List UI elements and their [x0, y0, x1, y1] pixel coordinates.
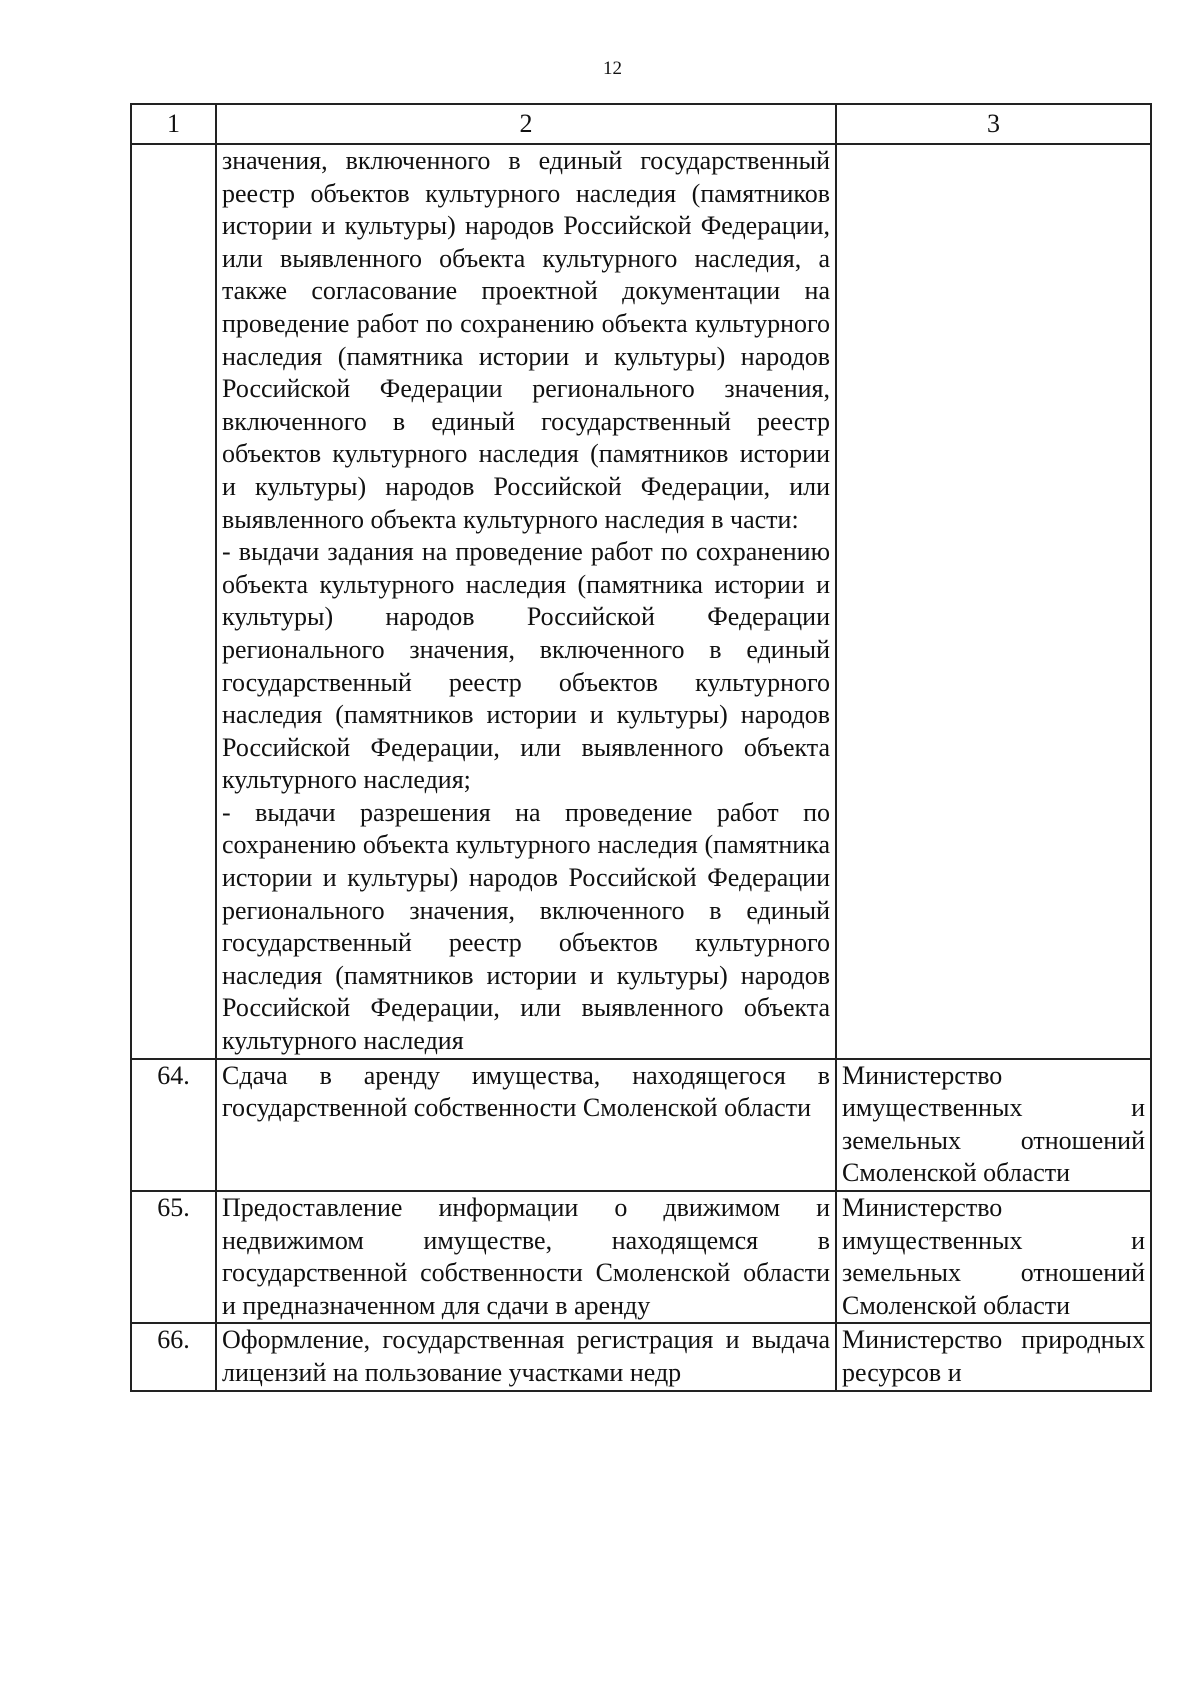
service-description: Оформление, государственная регистрация и выдача лицензий на пользование участками недр	[216, 1323, 836, 1390]
table-row	[131, 1191, 1151, 1323]
table-row	[131, 1323, 1151, 1390]
service-description: Предоставление информации о движимом и недвижимом имуществе, находящемся в государственной собственности Смоленской области и предназначенном для сдачи в аренду	[216, 1191, 836, 1323]
service-paragraph: - выдачи разрешения на проведение работ по сохранению объекта культурного наследия (памятника истории и культуры) народов Российской Федерации регионального значения, включенного в единый государственный реестр объектов культурного наследия (памятников истории и культуры) народов Российской Федерации, или выявленного объекта культурного наследия	[222, 797, 830, 1056]
row-number: 64.	[131, 1059, 216, 1191]
service-description: Сдача в аренду имущества, находящегося в государственной собственности Смоленской области	[216, 1059, 836, 1191]
table-row-continuation	[131, 144, 1151, 1059]
authority-cell: Министерство имущественных и земельных отношений Смоленской области	[836, 1191, 1151, 1323]
service-description	[216, 144, 836, 1059]
table-row	[131, 1059, 1151, 1191]
column-header-1: 1	[131, 104, 216, 144]
authority-cell: Министерство природных ресурсов и	[836, 1323, 1151, 1390]
table-header-row	[131, 104, 1151, 144]
page-number: 12	[603, 58, 622, 79]
row-number: 65.	[131, 1191, 216, 1323]
column-header-2: 2	[216, 104, 836, 144]
services-table	[130, 103, 1152, 1392]
row-number: 66.	[131, 1323, 216, 1390]
service-paragraph: - выдачи задания на проведение работ по сохранению объекта культурного наследия (памятника истории и культуры) народов Российской Федерации регионального значения, включенного в единый государственный реестр объектов культурного наследия (памятников истории и культуры) народов Российской Федерации, или выявленного объекта культурного наследия;	[222, 537, 830, 795]
authority-cell	[836, 144, 1151, 1059]
row-number	[131, 144, 216, 1059]
column-header-3: 3	[836, 104, 1151, 144]
service-paragraph: значения, включенного в единый государственный реестр объектов культурного наследия (памятников истории и культуры) народов Российской Федерации, или выявленного объекта культурного наследия, а также согласование проектной документации на проведение работ по сохранению объекта культурного наследия (памятника истории и культуры) народов Российской Федерации регионального значения, включенного в единый государственный реестр объектов культурного наследия (памятников истории и культуры) народов Российской Федерации, или выявленного объекта культурного наследия в части:	[222, 146, 830, 534]
authority-cell: Министерство имущественных и земельных отношений Смоленской области	[836, 1059, 1151, 1191]
